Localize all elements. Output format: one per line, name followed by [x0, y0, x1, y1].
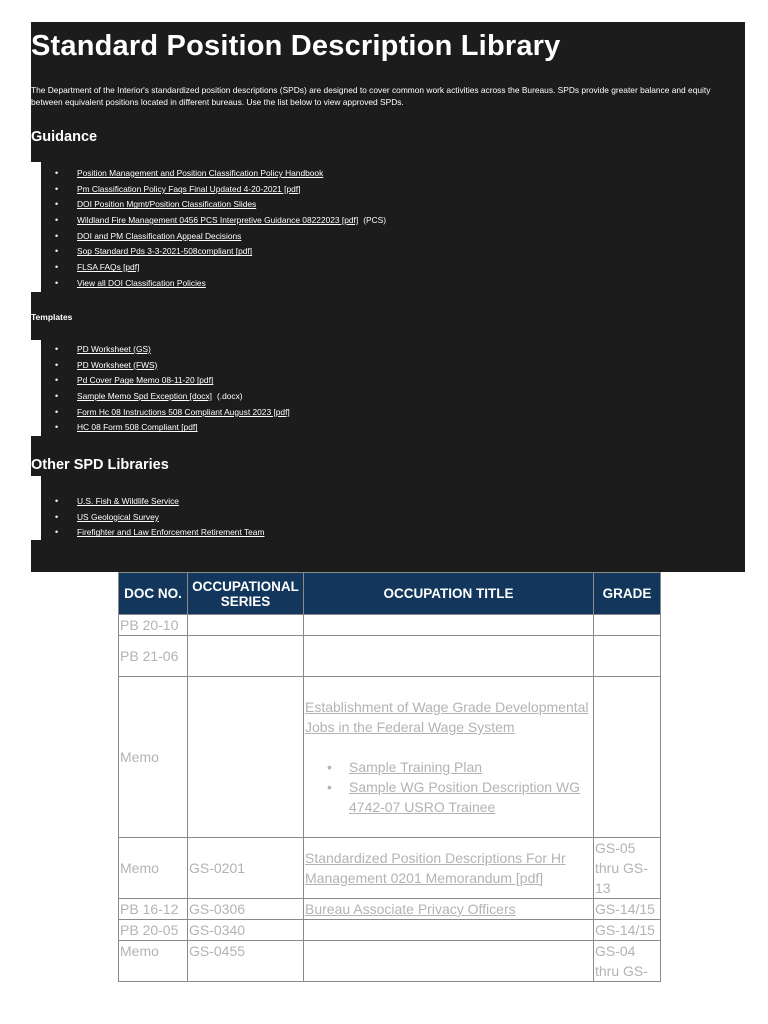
list-item [31, 197, 731, 213]
panel-notch [30, 340, 41, 436]
template-link[interactable]: PD Worksheet (GS) [77, 344, 151, 354]
title-cell [304, 920, 594, 941]
list-item [31, 276, 731, 292]
table-row [119, 838, 661, 899]
list-item [305, 777, 593, 817]
grade-cell [594, 677, 661, 838]
page-title: Standard Position Description Library [31, 30, 561, 62]
table-row [119, 636, 661, 677]
guidance-link[interactable]: FLSA FAQs [pdf] [77, 262, 140, 273]
series-cell: GS-0340 [188, 920, 304, 941]
doc-no-cell: PB 20-05 [119, 920, 188, 941]
series-cell: GS-0201 [188, 838, 304, 899]
series-cell [188, 677, 304, 838]
column-header-grade: GRADE [594, 573, 661, 615]
list-item [31, 358, 731, 374]
templates-heading: Templates [31, 312, 73, 322]
grade-cell [594, 636, 661, 677]
grade-cell: GS-04 thru GS- [594, 941, 661, 982]
bullet-icon: • [55, 359, 59, 370]
title-cell [304, 677, 594, 838]
list-item [31, 510, 731, 526]
guidance-link[interactable]: Wildland Fire Management 0456 PCS Interpretive Guidance 08222023 [pdf] [77, 215, 359, 226]
guidance-link[interactable]: Sop Standard Pds 3-3-2021-508compliant [pdf] [77, 246, 253, 257]
library-link[interactable]: Firefighter and Law Enforcement Retirement Team [77, 527, 265, 538]
bullet-icon: • [55, 496, 59, 506]
column-header-series: OCCUPATIONAL SERIES [188, 573, 304, 615]
list-item [31, 525, 731, 541]
bullet-icon: • [55, 344, 59, 354]
sample-training-plan-link[interactable]: Sample Training Plan [349, 759, 483, 775]
title-cell [304, 615, 594, 636]
guidance-links [31, 166, 731, 292]
title-cell [304, 941, 594, 982]
column-header-title: OCCUPATION TITLE [304, 573, 594, 615]
list-item [305, 757, 593, 777]
title-cell [304, 636, 594, 677]
file-type-note: (PCS) [363, 215, 387, 226]
guidance-link[interactable]: View all DOI Classification Policies [77, 277, 206, 288]
bullet-icon: • [55, 215, 59, 226]
bullet-icon: • [55, 422, 59, 433]
list-item [31, 229, 731, 245]
template-link[interactable]: HC 08 Form 508 Compliant [pdf] [77, 422, 198, 433]
list-item [31, 182, 731, 198]
series-cell: GS-0455 [188, 941, 304, 982]
panel-notch [30, 476, 41, 540]
bullet-icon: • [55, 199, 59, 210]
series-cell [188, 636, 304, 677]
bullet-icon: • [327, 779, 332, 795]
other-libraries-heading: Other SPD Libraries [31, 457, 169, 473]
bullet-icon: • [55, 246, 59, 257]
occupation-title-link[interactable]: Bureau Associate Privacy Officers [305, 901, 516, 917]
table-header-row [119, 573, 661, 615]
spd-table [118, 572, 661, 982]
table-row [119, 899, 661, 920]
grade-cell: GS-14/15 [594, 899, 661, 920]
templates-links [31, 342, 731, 436]
list-item [31, 389, 731, 405]
sample-position-description-link[interactable]: Sample WG Position Description WG 4742-07 USRO Trainee [349, 779, 581, 815]
library-link[interactable]: US Geological Survey [77, 511, 159, 522]
title-cell [304, 838, 594, 899]
list-item [31, 342, 731, 358]
file-type-note: (.docx) [217, 391, 243, 402]
doc-no-cell: Memo [119, 941, 188, 982]
doc-no-cell: PB 21-06 [119, 636, 188, 677]
series-cell: GS-0306 [188, 899, 304, 920]
doc-no-cell: PB 16-12 [119, 899, 188, 920]
template-link[interactable]: Pd Cover Page Memo 08-11-20 [pdf] [77, 375, 214, 386]
bullet-icon: • [327, 759, 332, 775]
grade-cell: GS-05 thru GS-13 [594, 838, 661, 899]
sub-link-list [305, 757, 593, 817]
table-row [119, 615, 661, 636]
column-header-doc-no: DOC NO. [119, 573, 188, 615]
grade-cell: GS-14/15 [594, 920, 661, 941]
bullet-icon: • [55, 391, 59, 402]
table-row [119, 920, 661, 941]
doc-no-cell: Memo [119, 838, 188, 899]
list-item [31, 405, 731, 421]
guidance-link[interactable]: Pm Classification Policy Faqs Final Updated 4-20-2021 [pdf] [77, 183, 301, 194]
table-row [119, 677, 661, 838]
bullet-icon: • [55, 406, 59, 417]
other-libraries-links [31, 494, 731, 541]
intro-text: The Department of the Interior's standardized position descriptions (SPDs) are designed to cover common work activities across the Bureaus. SPDs provide greater balance and equity between equivalent positions located in different bureaus. Use the list below to view approved SPDs. [31, 85, 711, 107]
library-panel [31, 22, 745, 572]
list-item [31, 494, 731, 510]
template-link[interactable]: PD Worksheet (FWS) [77, 359, 158, 370]
doc-no-cell: PB 20-10 [119, 615, 188, 636]
bullet-icon: • [55, 168, 59, 178]
list-item [31, 260, 731, 276]
template-link[interactable]: Form Hc 08 Instructions 508 Compliant August 2023 [pdf] [77, 406, 290, 417]
list-item [31, 244, 731, 260]
guidance-link[interactable]: Position Management and Position Classification Policy Handbook [77, 168, 324, 178]
bullet-icon: • [55, 375, 59, 386]
bullet-icon: • [55, 511, 59, 522]
list-item [31, 420, 731, 436]
occupation-title-link[interactable]: Standardized Position Descriptions For Hr Management 0201 Memorandum [pdf] [305, 850, 566, 886]
bullet-icon: • [55, 527, 59, 538]
title-cell [304, 899, 594, 920]
bullet-icon: • [55, 183, 59, 194]
panel-notch [30, 162, 41, 292]
bullet-icon: • [55, 277, 59, 288]
bullet-icon: • [55, 262, 59, 273]
library-link[interactable]: U.S. Fish & Wildlife Service [77, 496, 179, 506]
bullet-icon: • [55, 230, 59, 241]
template-link[interactable]: Sample Memo Spd Exception [docx] [77, 391, 212, 402]
list-item [31, 166, 731, 182]
list-item [31, 373, 731, 389]
table-row [119, 941, 661, 982]
occupation-title-link[interactable]: Establishment of Wage Grade Developmental Jobs in the Federal Wage System [305, 699, 589, 735]
guidance-link[interactable]: DOI Position Mgmt/Position Classification Slides [77, 199, 257, 210]
grade-cell [594, 615, 661, 636]
guidance-heading: Guidance [31, 129, 98, 145]
doc-no-cell: Memo [119, 677, 188, 838]
list-item [31, 213, 731, 229]
series-cell [188, 615, 304, 636]
guidance-link[interactable]: DOI and PM Classification Appeal Decisions [77, 230, 242, 241]
